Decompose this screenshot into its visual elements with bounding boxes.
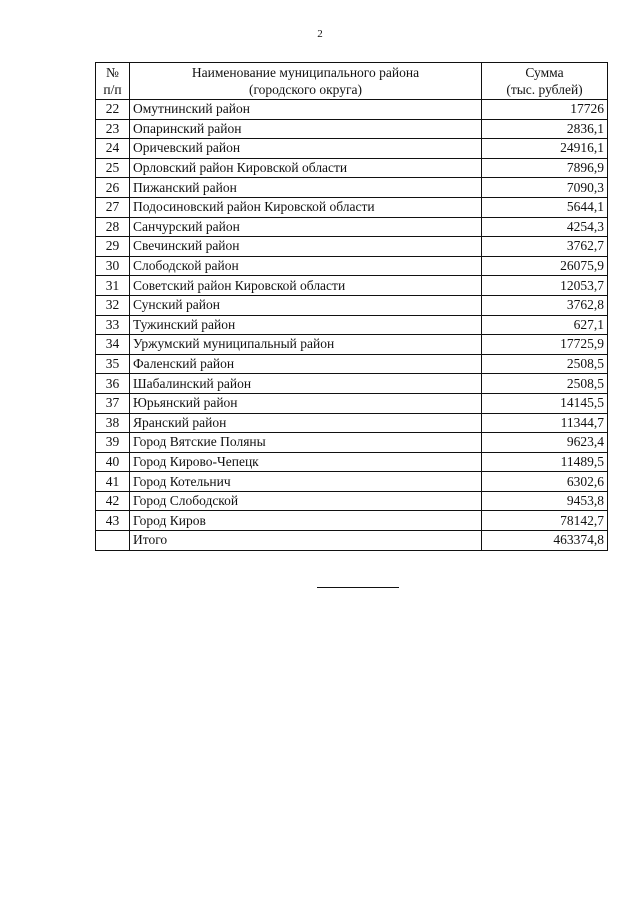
row-sum: 2836,1: [482, 119, 608, 139]
row-name: Город Вятские Поляны: [130, 433, 482, 453]
row-number: 42: [96, 491, 130, 511]
row-name: Город Слободской: [130, 491, 482, 511]
row-number: 34: [96, 335, 130, 355]
table-row: [96, 335, 608, 355]
row-name: Фаленский район: [130, 354, 482, 374]
row-sum: 17725,9: [482, 335, 608, 355]
row-number: 30: [96, 256, 130, 276]
row-sum: 9453,8: [482, 491, 608, 511]
row-name: Пижанский район: [130, 178, 482, 198]
table-row: [96, 452, 608, 472]
row-number: 22: [96, 100, 130, 120]
table-row: [96, 276, 608, 296]
end-separator-line: [317, 587, 399, 588]
table-row: [96, 295, 608, 315]
row-number: 26: [96, 178, 130, 198]
total-row: [96, 531, 608, 551]
row-number: 31: [96, 276, 130, 296]
row-sum: 5644,1: [482, 197, 608, 217]
row-sum: 17726: [482, 100, 608, 120]
row-name: Орловский район Кировской области: [130, 158, 482, 178]
row-name: Опаринский район: [130, 119, 482, 139]
row-number: 36: [96, 374, 130, 394]
header-number: [96, 63, 130, 100]
row-number: 32: [96, 295, 130, 315]
page-number: 2: [317, 28, 323, 40]
row-sum: 3762,8: [482, 295, 608, 315]
table-header-row: [96, 63, 608, 100]
row-name: Город Киров: [130, 511, 482, 531]
table-row: [96, 256, 608, 276]
row-sum: 11489,5: [482, 452, 608, 472]
row-number: 29: [96, 237, 130, 257]
row-number: 39: [96, 433, 130, 453]
table-row: [96, 393, 608, 413]
row-number: 43: [96, 511, 130, 531]
row-name: Советский район Кировской области: [130, 276, 482, 296]
table-row: [96, 354, 608, 374]
row-sum: 6302,6: [482, 472, 608, 492]
row-name: Тужинский район: [130, 315, 482, 335]
table-row: [96, 178, 608, 198]
row-number: 25: [96, 158, 130, 178]
row-number: 28: [96, 217, 130, 237]
table-row: [96, 433, 608, 453]
row-sum: 627,1: [482, 315, 608, 335]
row-sum: 24916,1: [482, 139, 608, 159]
row-name: Омутнинский район: [130, 100, 482, 120]
total-sum: 463374,8: [482, 531, 608, 551]
row-sum: 4254,3: [482, 217, 608, 237]
row-sum: 7896,9: [482, 158, 608, 178]
table-row: [96, 374, 608, 394]
row-number: 40: [96, 452, 130, 472]
row-sum: 7090,3: [482, 178, 608, 198]
table-row: [96, 491, 608, 511]
row-name: Уржумский муниципальный район: [130, 335, 482, 355]
table-row: [96, 197, 608, 217]
row-sum: 14145,5: [482, 393, 608, 413]
table-row: [96, 472, 608, 492]
table-row: [96, 100, 608, 120]
row-name: Город Котельнич: [130, 472, 482, 492]
row-sum: 11344,7: [482, 413, 608, 433]
table-row: [96, 315, 608, 335]
row-number: 33: [96, 315, 130, 335]
row-name: Санчурский район: [130, 217, 482, 237]
header-sum-line1: Сумма: [525, 65, 564, 80]
header-number-line1: №: [106, 65, 119, 80]
row-name: Оричевский район: [130, 139, 482, 159]
row-number: 38: [96, 413, 130, 433]
row-number: 23: [96, 119, 130, 139]
header-name: [130, 63, 482, 100]
row-name: Подосиновский район Кировской области: [130, 197, 482, 217]
row-name: Яранский район: [130, 413, 482, 433]
table-row: [96, 158, 608, 178]
row-name: Город Кирово-Чепецк: [130, 452, 482, 472]
table-row: [96, 217, 608, 237]
header-sum-line2: (тыс. рублей): [506, 82, 583, 97]
allocation-table: [95, 62, 608, 551]
row-name: Слободской район: [130, 256, 482, 276]
row-number: 35: [96, 354, 130, 374]
row-sum: 78142,7: [482, 511, 608, 531]
row-name: Юрьянский район: [130, 393, 482, 413]
row-name: Сунский район: [130, 295, 482, 315]
header-name-line2: (городского округа): [248, 82, 363, 97]
header-sum: [482, 63, 608, 100]
table-row: [96, 237, 608, 257]
total-number: [96, 531, 130, 551]
row-number: 27: [96, 197, 130, 217]
table-row: [96, 413, 608, 433]
table-row: [96, 139, 608, 159]
row-name: Свечинский район: [130, 237, 482, 257]
table-row: [96, 511, 608, 531]
row-sum: 2508,5: [482, 354, 608, 374]
total-label: Итого: [130, 531, 482, 551]
row-sum: 3762,7: [482, 237, 608, 257]
row-sum: 2508,5: [482, 374, 608, 394]
row-number: 37: [96, 393, 130, 413]
row-number: 41: [96, 472, 130, 492]
row-sum: 9623,4: [482, 433, 608, 453]
header-name-line1: Наименование муниципального района: [191, 65, 420, 80]
table-row: [96, 119, 608, 139]
row-number: 24: [96, 139, 130, 159]
row-sum: 12053,7: [482, 276, 608, 296]
table-body: [96, 100, 608, 551]
row-name: Шабалинский район: [130, 374, 482, 394]
row-sum: 26075,9: [482, 256, 608, 276]
header-number-line2: п/п: [103, 82, 122, 97]
